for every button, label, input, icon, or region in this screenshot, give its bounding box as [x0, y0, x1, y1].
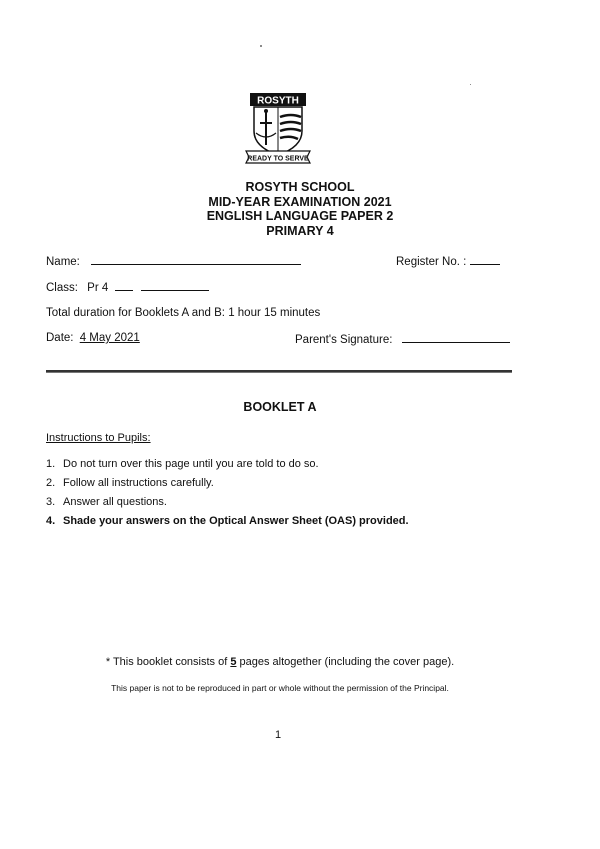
parent-signature-label: Parent's Signature:: [295, 334, 393, 346]
instruction-item: 2. Follow all instructions carefully.: [46, 477, 214, 489]
name-field[interactable]: [91, 254, 301, 265]
paper-title: ENGLISH LANGUAGE PAPER 2: [206, 209, 394, 223]
name-row: [46, 254, 301, 268]
reproduction-notice: This paper is not to be reproduced in part or whole without the permission of the Principal.: [111, 683, 449, 693]
name-label: Name:: [46, 256, 80, 268]
class-value: Pr 4: [87, 282, 109, 294]
exam-title: MID-YEAR EXAMINATION 2021: [208, 194, 392, 209]
register-row: [396, 254, 500, 268]
class-name-field[interactable]: [141, 280, 209, 291]
instruction-item: 4. Shade your answers on the Optical Answer Sheet (OAS) provided.: [46, 515, 409, 527]
instructions-list: [46, 455, 409, 531]
instruction-item: 3. Answer all questions.: [46, 496, 167, 508]
school-name: ROSYTH SCHOOL: [245, 180, 355, 194]
page-count-note: * This booklet consists of 5 pages altogether (including the cover page).: [105, 656, 455, 668]
divider: [46, 370, 512, 373]
date-row: [46, 332, 140, 344]
date-label: Date:: [46, 332, 74, 344]
class-row: [46, 280, 209, 294]
exam-header: [0, 180, 600, 238]
school-crest: [244, 91, 312, 165]
scan-speck: [260, 45, 262, 47]
instructions-title: Instructions to Pupils:: [46, 432, 151, 444]
booklet-title: BOOKLET A: [243, 400, 317, 414]
register-field[interactable]: [470, 254, 500, 265]
instruction-item: 1. Do not turn over this page until you are told to do so.: [46, 458, 319, 470]
parent-signature-row: [295, 332, 510, 346]
page-number: 1: [275, 729, 282, 741]
date-value: 4 May 2021: [79, 332, 140, 344]
parent-signature-field[interactable]: [402, 332, 510, 343]
class-label: Class:: [46, 282, 78, 294]
crest-motto: READY TO SERVE: [247, 155, 309, 163]
level-title: PRIMARY 4: [266, 223, 334, 238]
crest-top-text: ROSYTH: [257, 95, 299, 107]
duration-text: Total duration for Booklets A and B: 1 hour 15 minutes: [46, 307, 321, 319]
register-label: Register No. :: [396, 256, 467, 268]
scan-speck: [470, 84, 471, 85]
class-number-field[interactable]: [115, 280, 133, 291]
page-count: 5: [230, 656, 237, 668]
